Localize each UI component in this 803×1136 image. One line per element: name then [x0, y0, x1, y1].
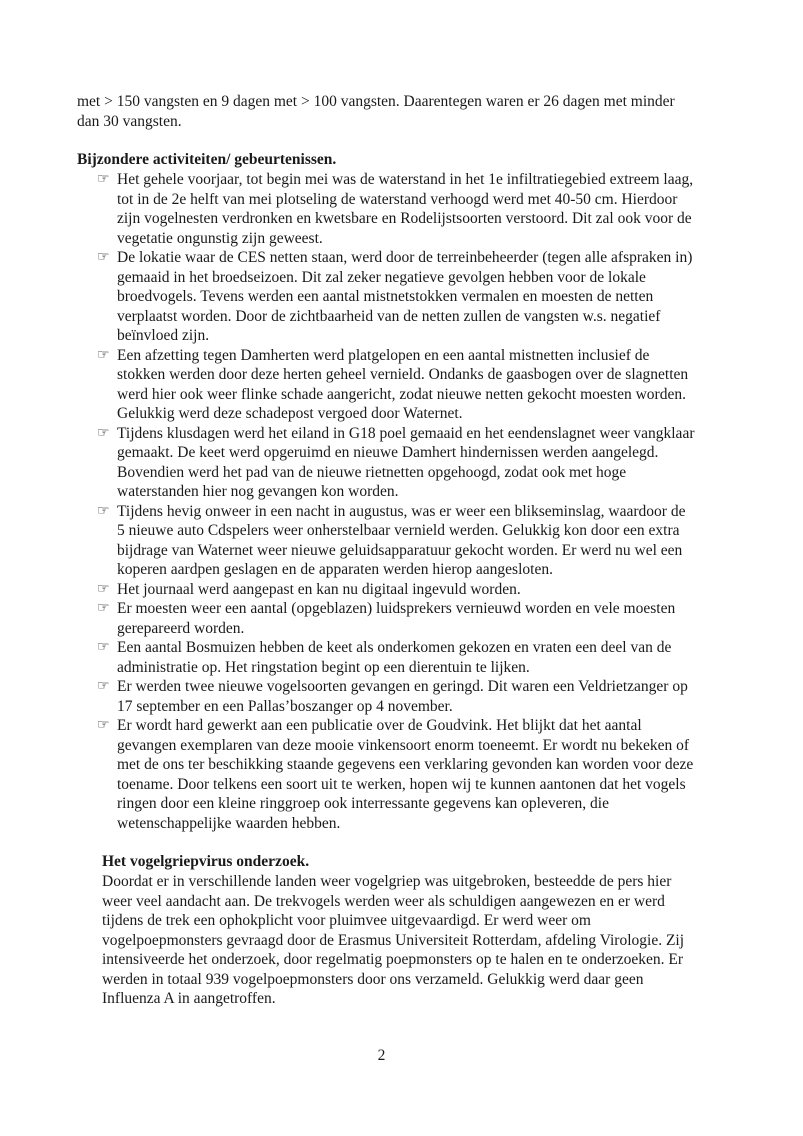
pointing-hand-icon: ☞ [97, 600, 110, 616]
pointing-hand-icon: ☞ [97, 502, 110, 519]
pointing-hand-icon: ☞ [97, 249, 110, 265]
list-item-text: Het journaal werd aangepast en kan nu digitaal ingevuld worden. [117, 580, 521, 598]
pointing-hand-icon: ☞ [97, 717, 110, 733]
list-item-text: Een aantal Bosmuizen hebben de keet als onderkomen gekozen en vraten een deel van de administratie op. Het ringstation begint op een dierentuin te lijken. [117, 639, 672, 676]
list-item [97, 638, 697, 677]
list-item [97, 599, 697, 638]
list-item [97, 248, 697, 346]
list-item-text: Er moesten weer een aantal (opgeblazen) luidsprekers vernieuwd worden en vele moesten gerepareerd worden. [117, 600, 676, 637]
page-number: 2 [377, 1047, 386, 1064]
list-item [97, 580, 697, 600]
list-item [97, 346, 697, 424]
list-item-text: Tijdens hevig onweer in een nacht in augustus, was er weer een blikseminslag, waardoor de 5 nieuwe auto Cdspelers weer onherstelbaar vernield werden. Gelukkig kon door een extra bijdrage van Waternet weer nieuwe geluidsapparatuur gekocht worden. Er werd nu wel een koperen aardpen geslagen en de apparaten werden hierop aangesloten. [117, 502, 686, 578]
list-item-text: Een afzetting tegen Damherten werd platgelopen en een aantal mistnetten inclusief de stokken werden door deze herten geheel vernield. Ondanks de gaasbogen over de slagnetten werd hier ook weer flinke schade aangericht, zodat nieuwe netten gekocht moesten worden. Gelukkig werd deze schadepost vergoed door Waternet. [117, 346, 689, 422]
list-item-text: De lokatie waar de CES netten staan, werd door de terreinbeheerder (tegen alle afspraken in) gemaaid in het broedseizoen. Dit zal zeker negatieve gevolgen hebben voor de lokale broedvogels. Tevens werden een aantal mistnetstokken vermalen en moesten de netten verplaatst worden. Door de zichtbaarheid van de netten zullen de vangsten w.s. negatief beïnvloed zijn. [117, 249, 693, 344]
list-item [97, 677, 697, 716]
list-item [97, 716, 697, 833]
list-item [97, 502, 697, 580]
vogelgriep-heading: Het vogelgriepvirus onderzoek. [102, 853, 310, 870]
list-item-text: Er werden twee nieuwe vogelsoorten gevangen en geringd. Dit waren een Veldrietzanger op 17 september en een Pallas’boszanger op 4 november. [117, 678, 688, 715]
vogelgriep-paragraph: Doordat er in verschillende landen weer vogelgriep was uitgebroken, besteedde de pers hier weer veel aandacht aan. De trekvogels werden weer als schuldigen aangewezen en er werd tijdens de trek een ophokplicht voor pluimvee uitgevaardigd. Er werd weer om vogelpoepmonsters gevraagd door de Erasmus Universiteit Rotterdam, afdeling Virologie. Zij intensiveerde het onderzoek, door regelmatig poepmonsters op te halen en te onderzoeken. Er werden in totaal 939 vogelpoepmonsters door ons verzameld. Gelukkig werd daar geen Influenza A in aangetroffen. [102, 873, 685, 1007]
activities-list [97, 170, 697, 833]
pointing-hand-icon: ☞ [97, 346, 110, 363]
list-item-text: Het gehele voorjaar, tot begin mei was de waterstand in het 1e infiltratiegebied extreem laag, tot in de 2e helft van mei plotseling de waterstand verhoogd werd met 40-50 cm. Hierdoor zijn vogelnesten verdronken en kwetsbare en Rodelijstsoorten verstoord. Dit zal ook voor de vegetatie ongunstig zijn geweest. [117, 171, 694, 247]
list-item-text: Er wordt hard gewerkt aan een publicatie over de Goudvink. Het blijkt dat het aantal gevangen exemplaren van deze mooie vinkensoort enorm toeneemt. Er wordt nu bekeken of met de ons ter beschikking staande gegevens een verklaring gevonden kan worden voor deze toename. Door telkens een soort uit te werken, hopen wij te kunnen aantonen dat het vogels ringen door een kleine ringgroep ook interressante gegevens kan opleveren, die wetenschappelijke waarden hebben. [117, 717, 694, 832]
pointing-hand-icon: ☞ [97, 580, 110, 597]
list-item-text: Tijdens klusdagen werd het eiland in G18 poel gemaaid en het eendenslagnet weer vangklaar gemaakt. De keet werd opgeruimd en nieuwe Damhert hindernissen werden aangelegd. Bovendien werd het pad van de nieuwe rietnetten opgehoogd, zodat ook met hoge waterstanden hier nog gevangen kon worden. [117, 424, 695, 500]
pointing-hand-icon: ☞ [97, 639, 110, 655]
pointing-hand-icon: ☞ [97, 171, 110, 187]
list-item [97, 424, 697, 502]
pointing-hand-icon: ☞ [97, 424, 110, 441]
pointing-hand-icon: ☞ [97, 678, 110, 694]
intro-paragraph: met > 150 vangsten en 9 dagen met > 100 vangsten. Daarentegen waren er 26 dagen met minder dan 30 vangsten. [77, 93, 675, 130]
list-item [97, 170, 697, 248]
section-heading: Bijzondere activiteiten/ gebeurtenissen. [77, 151, 337, 168]
